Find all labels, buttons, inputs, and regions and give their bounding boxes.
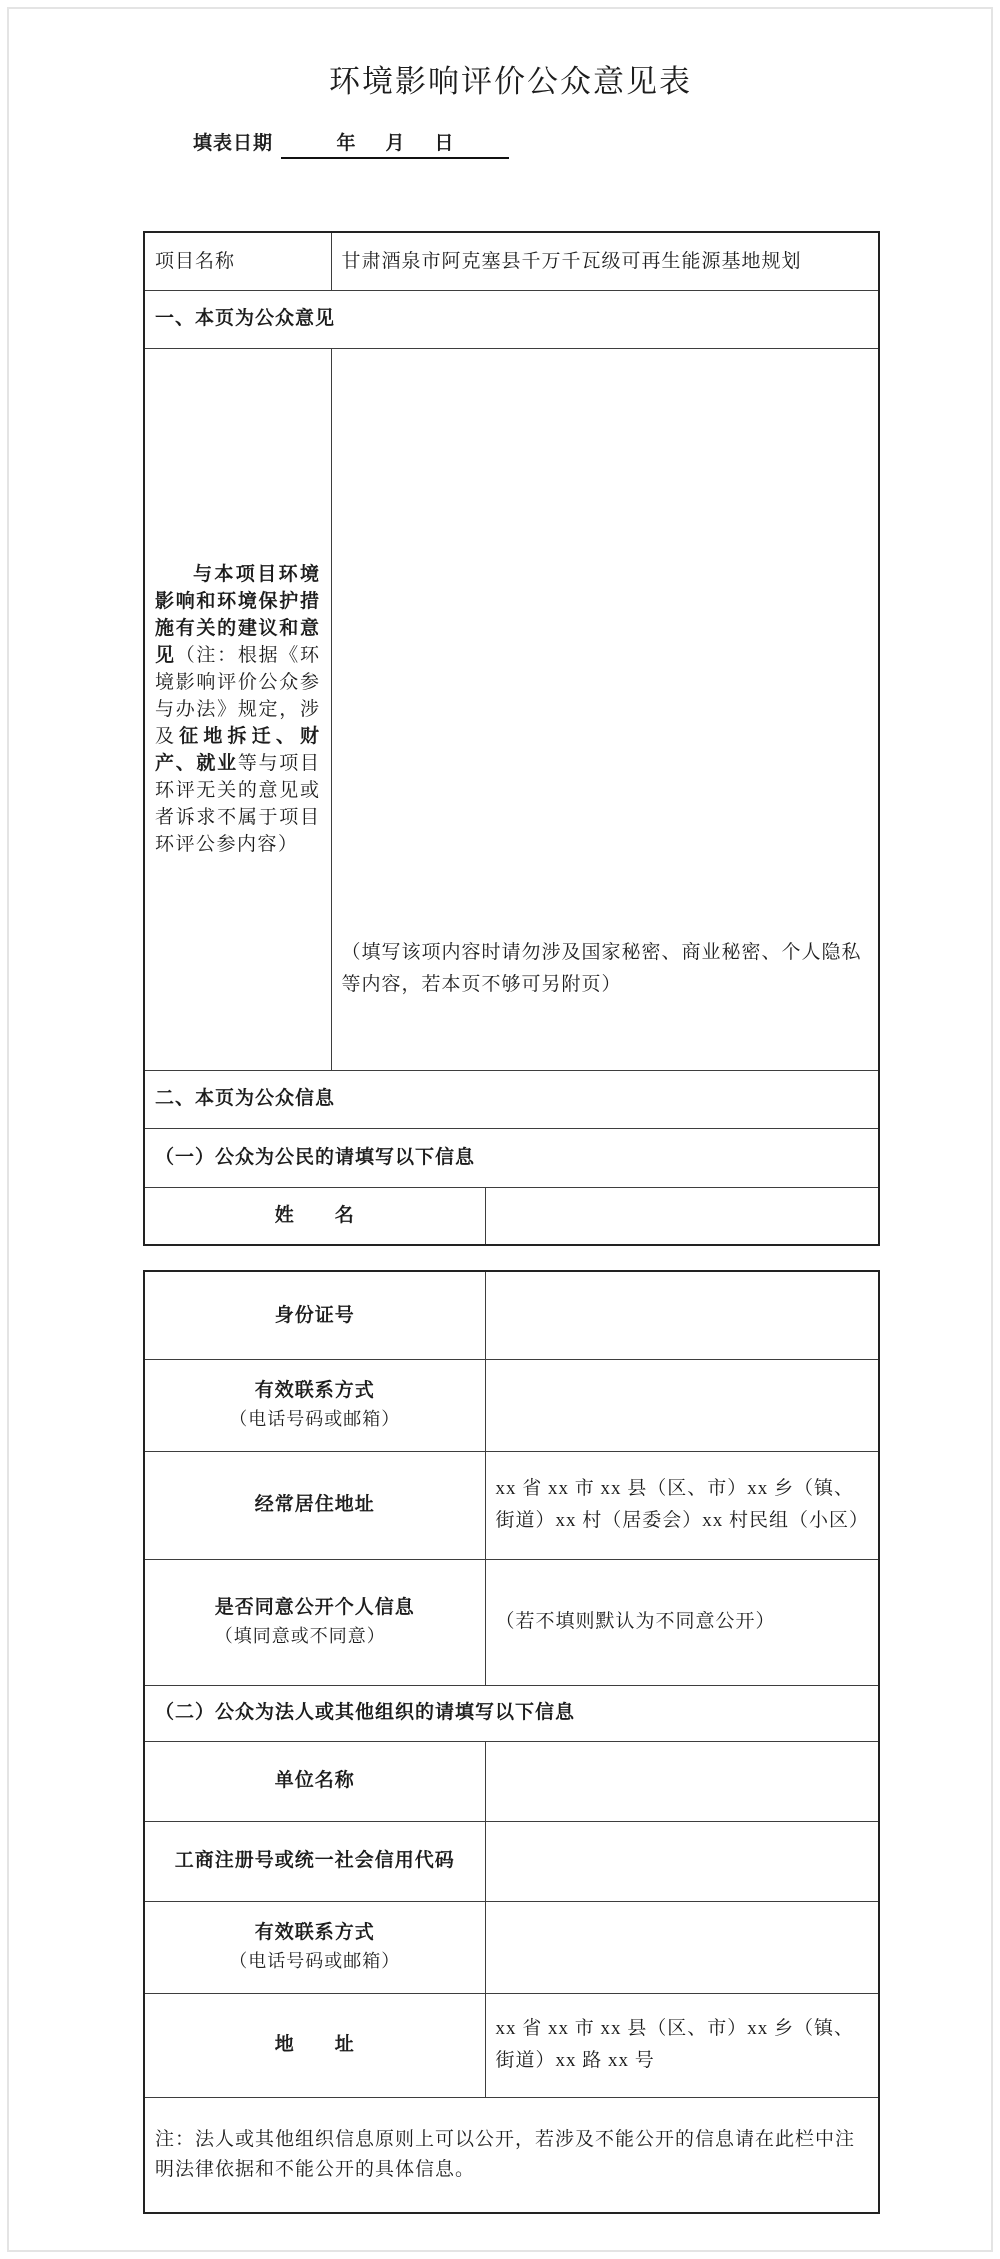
table-row bbox=[144, 348, 879, 1070]
organization-subsection-header: （二）公众为法人或其他组织的请填写以下信息 bbox=[144, 1685, 879, 1741]
legal-disclosure-footnote: 注：法人或其他组织信息原则上可以公开，若涉及不能公开的信息请在此栏中注明法律依据和不能公开的具体信息。 bbox=[144, 2097, 879, 2213]
opinion-label-cell bbox=[144, 348, 331, 1070]
page-title: 环境影响评价公众意见表 bbox=[329, 64, 692, 99]
table-row bbox=[144, 1741, 879, 1821]
table-row bbox=[144, 1271, 879, 1359]
section-1-header: 一、本页为公众意见 bbox=[144, 290, 879, 348]
consent-label: 是否同意公开个人信息 bbox=[214, 1597, 415, 1619]
consent-input-cell[interactable] bbox=[485, 1559, 879, 1685]
org-code-input-cell[interactable] bbox=[485, 1821, 879, 1901]
citizen-subsection-header: （一）公众为公民的请填写以下信息 bbox=[144, 1128, 879, 1187]
table-row bbox=[144, 1901, 879, 1993]
opinion-label-bold-part: 与本项目环境影响和环境保护措施有关的建议和意见 bbox=[155, 563, 321, 666]
document-body bbox=[143, 0, 878, 2214]
consent-label-block bbox=[215, 1593, 415, 1650]
contact-label-cell bbox=[144, 1359, 485, 1451]
date-day-label: 日 bbox=[434, 133, 454, 154]
table-row bbox=[144, 2097, 879, 2213]
contact-label: 有效联系方式 bbox=[254, 1380, 375, 1402]
table-row bbox=[144, 1359, 879, 1451]
form-date-line bbox=[143, 128, 878, 159]
id-number-label: 身份证号 bbox=[144, 1271, 485, 1359]
date-label: 填表日期 bbox=[193, 133, 274, 154]
consent-label-cell bbox=[144, 1559, 485, 1685]
table-row bbox=[144, 290, 879, 348]
org-contact-sublabel: （电话号码或邮箱） bbox=[229, 1950, 401, 1971]
org-address-label: 地 址 bbox=[144, 1993, 485, 2097]
public-info-table bbox=[143, 1270, 880, 2214]
table-row bbox=[144, 1993, 879, 2097]
date-blank-line[interactable] bbox=[281, 128, 509, 159]
table-row bbox=[144, 1070, 879, 1128]
table-row bbox=[144, 1559, 879, 1685]
id-number-input-cell[interactable] bbox=[485, 1271, 879, 1359]
name-label: 姓 名 bbox=[144, 1187, 485, 1245]
contact-sublabel: （电话号码或邮箱） bbox=[229, 1408, 401, 1429]
project-name-label: 项目名称 bbox=[144, 232, 331, 290]
date-month-label: 月 bbox=[385, 133, 405, 154]
contact-input-cell[interactable] bbox=[485, 1359, 879, 1451]
table-row bbox=[144, 1685, 879, 1741]
consent-sublabel: （填同意或不同意） bbox=[214, 1625, 386, 1646]
consent-default-note: （若不填则默认为不同意公开） bbox=[495, 1611, 776, 1633]
section-2-header: 二、本页为公众信息 bbox=[144, 1070, 879, 1128]
org-address-input-cell[interactable]: xx 省 xx 市 xx 县（区、市）xx 乡（镇、街道）xx 路 xx 号 bbox=[485, 1993, 879, 2097]
table-row bbox=[144, 1187, 879, 1245]
org-name-label: 单位名称 bbox=[144, 1741, 485, 1821]
org-name-input-cell[interactable] bbox=[485, 1741, 879, 1821]
org-contact-label: 有效联系方式 bbox=[254, 1922, 375, 1944]
opinion-label-note-part-2: 等与项目环评无关的意见或者诉求不属于项目环评公参内容） bbox=[155, 752, 321, 855]
table-row bbox=[144, 1128, 879, 1187]
residence-address-input-cell[interactable]: xx 省 xx 市 xx 县（区、市）xx 乡（镇、街道）xx 村（居委会）xx 村民组（小区） bbox=[485, 1451, 879, 1559]
project-name-value: 甘肃酒泉市阿克塞县千万千瓦级可再生能源基地规划 bbox=[331, 232, 879, 290]
opinion-privacy-note: （填写该项内容时请勿涉及国家秘密、商业秘密、个人隐私等内容，若本页不够可另附页） bbox=[341, 942, 862, 995]
residence-address-label: 经常居住地址 bbox=[144, 1451, 485, 1559]
org-code-label: 工商注册号或统一社会信用代码 bbox=[144, 1821, 485, 1901]
opinion-input-area[interactable] bbox=[331, 348, 879, 1070]
table-row bbox=[144, 1451, 879, 1559]
opinion-label-text bbox=[155, 561, 321, 858]
name-input-cell[interactable] bbox=[485, 1187, 879, 1245]
date-year-label: 年 bbox=[336, 133, 356, 154]
opinion-label-note-part: （注：根据《环境影响评价公众参与办法》规定，涉及 bbox=[155, 644, 321, 747]
org-contact-input-cell[interactable] bbox=[485, 1901, 879, 1993]
opinion-label-bold-part-2: 征地拆迁、财产、就业 bbox=[155, 725, 321, 774]
table-row bbox=[144, 1821, 879, 1901]
table-row bbox=[144, 232, 879, 290]
opinion-table bbox=[143, 231, 880, 1246]
org-contact-label-cell bbox=[144, 1901, 485, 1993]
